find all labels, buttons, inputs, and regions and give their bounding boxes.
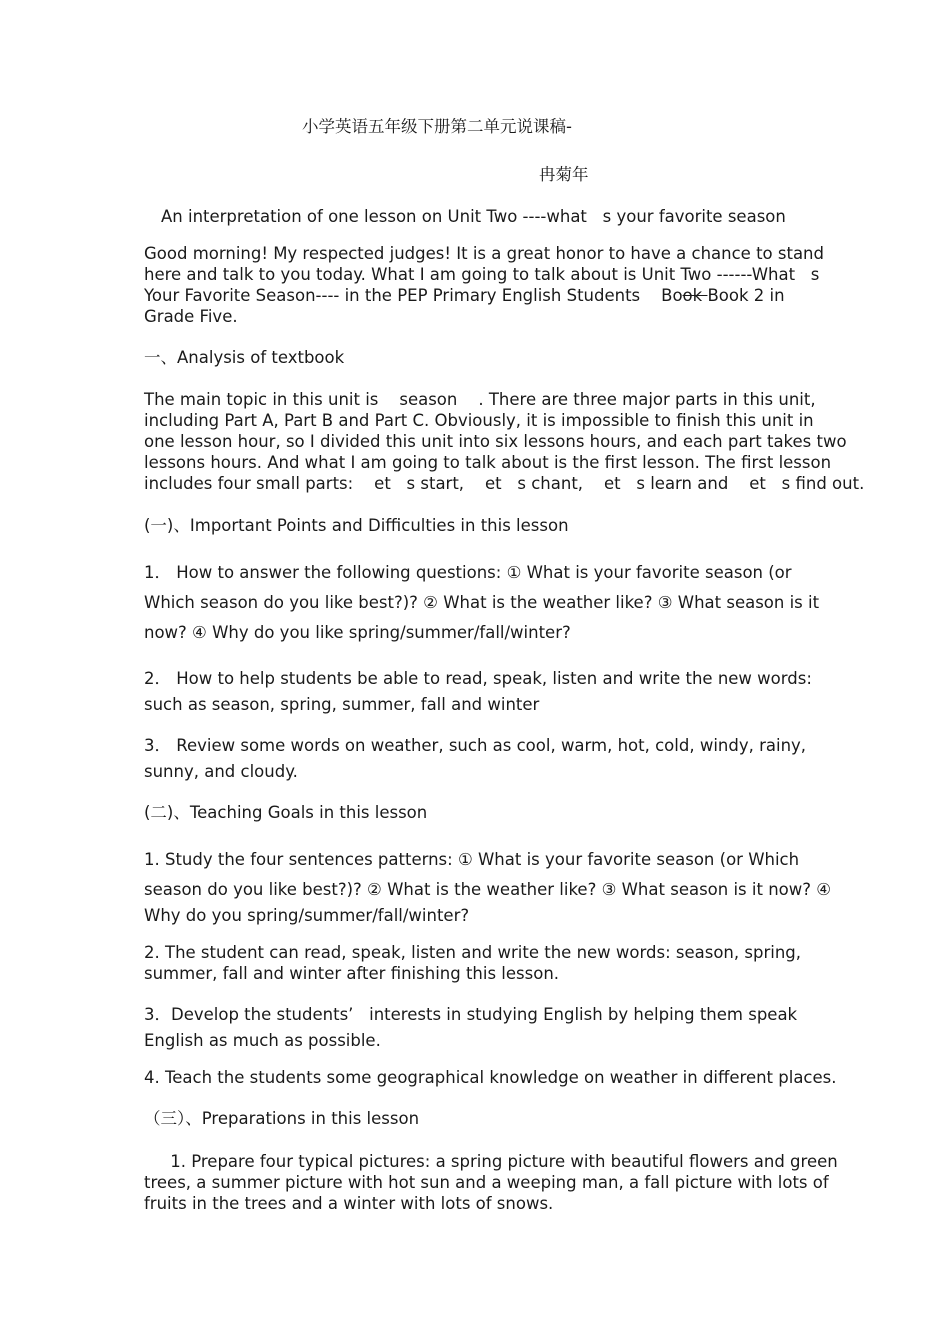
prep-1-line-1: 1. Prepare four typical pictures: a spring picture with beautiful flowers and green [144, 1152, 838, 1171]
section-heading-analysis: 一、Analysis of textbook [144, 348, 345, 367]
point-3-line-2: sunny, and cloudy. [144, 762, 298, 781]
prep-1-line-2: trees, a summer picture with hot sun and a weeping man, a fall picture with lots of [144, 1173, 829, 1192]
goal-3-line-1: 3．Develop the students’ interests in studying English by helping them speak [144, 1005, 798, 1024]
point-1-line-2: Which season do you like best?)? ② What is the weather like? ③ What season is it [144, 593, 820, 612]
goal-1-line-2: season do you like best?)? ② What is the weather like? ③ What season is it now? ④ [144, 880, 832, 899]
intro-line-2: here and talk to you today. What I am going to talk about is Unit Two ------What s [144, 265, 820, 284]
point-3-line-1: 3． Review some words on weather, such as cool, warm, hot, cold, windy, rainy, [144, 736, 807, 755]
goal-4: 4. Teach the students some geographical knowledge on weather in different places. [144, 1068, 837, 1087]
goal-2-line-1: 2. The student can read, speak, listen and write the new words: season, spring, [144, 943, 801, 962]
point-1-line-3: now? ④ Why do you like spring/summer/fall/winter? [144, 623, 571, 642]
subheading-teaching-goals: (二)、Teaching Goals in this lesson [144, 803, 428, 822]
analysis-line-3: one lesson hour, so I divided this unit into six lessons hours, and each part takes two [144, 432, 847, 451]
point-2-line-2: such as season, spring, summer, fall and winter [144, 695, 540, 714]
subheading-preparations: （三）、Preparations in this lesson [144, 1109, 420, 1128]
goal-2-line-2: summer, fall and winter after finishing this lesson. [144, 964, 560, 983]
goal-3-line-2: English as much as possible. [144, 1031, 381, 1050]
document-title: 小学英语五年级下册第二单元说课稿- [302, 117, 572, 136]
intro-line-1: Good morning! My respected judges! It is a great honor to have a chance to stand [144, 244, 824, 263]
intro-line-3 [144, 285, 785, 306]
analysis-line-5: includes four small parts: et s start, et s chant, et s learn and et s find out. [144, 474, 865, 493]
intro-line-3-text: Your Favorite Season---- in the PEP Primary English Students Bo [144, 286, 683, 305]
struck-text: ok [682, 286, 708, 305]
point-2-line-1: 2． How to help students be able to read, speak, listen and write the new words: [144, 669, 812, 688]
subheading-important-points: (一)、Important Points and Difficulties in this lesson [144, 516, 569, 535]
point-1-line-1: 1． How to answer the following questions: ① What is your favorite season (or [144, 563, 792, 582]
analysis-line-2: including Part A, Part B and Part C. Obviously, it is impossible to finish this unit in [144, 411, 814, 430]
author-name: 冉菊年 [539, 165, 589, 184]
analysis-line-1: The main topic in this unit is season . There are three major parts in this unit, [144, 390, 816, 409]
goal-1-line-3: Why do you spring/summer/fall/winter? [144, 906, 470, 925]
subtitle: An interpretation of one lesson on Unit Two ----what s your favorite season [161, 207, 786, 226]
analysis-line-4: lessons hours. And what I am going to talk about is the first lesson. The first lesson [144, 453, 832, 472]
prep-1-line-3: fruits in the trees and a winter with lots of snows. [144, 1194, 554, 1213]
intro-line-3-end: Book 2 in [707, 286, 785, 305]
goal-1-line-1: 1. Study the four sentences patterns: ① What is your favorite season (or Which [144, 850, 800, 869]
intro-line-4: Grade Five. [144, 307, 238, 326]
